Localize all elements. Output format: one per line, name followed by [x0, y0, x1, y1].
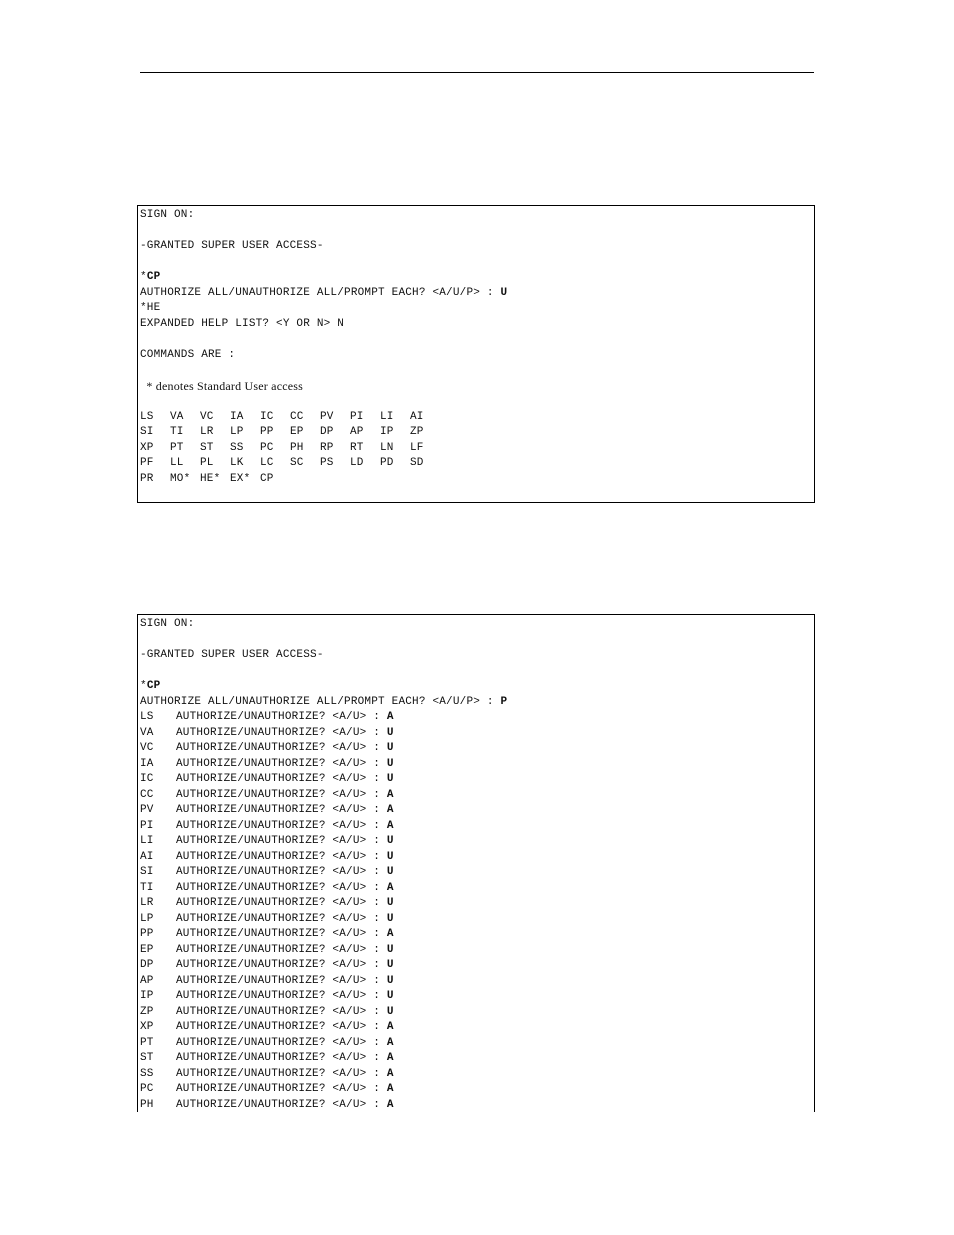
commands-are-line: COMMANDS ARE : [140, 348, 236, 361]
authorize-all-answer: U [500, 286, 508, 299]
command-code: VC [200, 410, 214, 423]
command-code: AI [140, 850, 154, 863]
authorize-row [138, 1067, 814, 1083]
command-code: IP [140, 990, 154, 1002]
sign-on-line: SIGN ON: [140, 618, 195, 630]
blank-line [138, 664, 814, 680]
command-code: LS [140, 410, 154, 423]
command-code: EP [290, 426, 304, 438]
command-code: PR [140, 472, 154, 485]
command-code: LR [140, 897, 154, 909]
authorize-prompt: AUTHORIZE/UNAUTHORIZE? <A/U> : [176, 1083, 387, 1095]
command-code: DP [140, 959, 154, 971]
authorize-prompt: AUTHORIZE/UNAUTHORIZE? <A/U> : [176, 711, 387, 723]
granted-access-line: -GRANTED SUPER USER ACCESS- [140, 649, 324, 661]
command-code: IA [140, 757, 154, 770]
authorize-row [138, 1098, 814, 1114]
command-code: RT [350, 441, 364, 454]
command-code: VC [140, 742, 154, 754]
command-code: PI [140, 819, 154, 832]
command-code: AP [350, 426, 364, 438]
command-code: LL [170, 457, 184, 469]
authorize-row [138, 726, 814, 742]
authorize-row [138, 989, 814, 1005]
command-line [138, 679, 814, 695]
authorize-prompt: AUTHORIZE/UNAUTHORIZE? <A/U> : [176, 912, 387, 925]
authorize-prompt: AUTHORIZE/UNAUTHORIZE? <A/U> : [176, 1052, 387, 1064]
authorize-all-line [138, 695, 814, 711]
authorize-answer: A [386, 804, 394, 816]
authorize-prompt: AUTHORIZE/UNAUTHORIZE? <A/U> : [176, 959, 387, 971]
command-code: PC [260, 441, 274, 454]
authorize-answer: U [386, 897, 394, 909]
command-code: RP [320, 441, 334, 454]
command-code: PI [350, 410, 364, 423]
authorize-prompt: AUTHORIZE/UNAUTHORIZE? <A/U> : [176, 990, 387, 1002]
authorize-prompt: AUTHORIZE/UNAUTHORIZE? <A/U> : [176, 1021, 387, 1033]
command-code: SI [140, 426, 154, 438]
command-code: LP [230, 426, 244, 438]
command-code: PH [140, 1098, 154, 1111]
authorize-row [138, 834, 814, 850]
authorize-row [138, 757, 814, 773]
authorize-answer: A [386, 928, 394, 940]
authorize-row [138, 896, 814, 912]
authorize-answer: U [386, 850, 394, 863]
command-code: CC [290, 410, 304, 423]
command-text: CP [146, 680, 161, 692]
authorize-answer: U [386, 959, 394, 971]
command-code: ZP [140, 1005, 154, 1018]
authorize-row [138, 958, 814, 974]
authorize-answer: A [386, 1021, 394, 1033]
authorize-prompt: AUTHORIZE/UNAUTHORIZE? <A/U> : [176, 866, 387, 878]
authorize-prompt: AUTHORIZE/UNAUTHORIZE? <A/U> : [176, 835, 387, 847]
authorize-prompt: AUTHORIZE/UNAUTHORIZE? <A/U> : [176, 773, 387, 785]
authorize-prompt: AUTHORIZE/UNAUTHORIZE? <A/U> : [176, 804, 387, 816]
command-code: LR [200, 426, 214, 438]
authorize-prompt: AUTHORIZE/UNAUTHORIZE? <A/U> : [176, 881, 387, 894]
authorize-answer: A [386, 1036, 394, 1049]
authorize-prompt: AUTHORIZE/UNAUTHORIZE? <A/U> : [176, 1098, 387, 1111]
command-code: AI [410, 410, 424, 423]
command-code: PP [140, 928, 154, 940]
command-code: SD [410, 457, 424, 469]
command-code: IC [140, 773, 154, 785]
command-code: AP [140, 974, 154, 987]
command-code: VA [140, 726, 154, 739]
command-code: PC [140, 1083, 154, 1095]
authorize-answer: A [386, 1083, 394, 1095]
authorize-prompt: AUTHORIZE/UNAUTHORIZE? <A/U> : [176, 757, 387, 770]
command-code: LD [350, 457, 364, 469]
command-code: LI [140, 835, 154, 847]
authorize-answer: A [386, 1052, 394, 1064]
command-grid-row [138, 456, 814, 472]
command-code: PL [200, 457, 214, 469]
authorize-answer: U [386, 866, 394, 878]
command-grid [138, 410, 814, 488]
authorize-answer: A [386, 881, 394, 894]
authorize-all-prompt: AUTHORIZE ALL/UNAUTHORIZE ALL/PROMPT EACH? <A/U/P> : [140, 286, 501, 299]
authorize-row [138, 881, 814, 897]
command-grid-row [138, 472, 814, 488]
command-code: LS [140, 711, 154, 723]
command-code: PV [140, 804, 154, 816]
authorize-prompt: AUTHORIZE/UNAUTHORIZE? <A/U> : [176, 1005, 387, 1018]
authorize-answer: U [386, 773, 394, 785]
command-code: PP [260, 426, 274, 438]
command-code: EX* [230, 472, 251, 485]
help-command-line: *HE [140, 302, 161, 314]
authorize-rows [138, 710, 814, 1113]
blank-line [138, 332, 814, 348]
header-rule [140, 72, 814, 73]
authorize-answer: U [386, 757, 394, 770]
command-code: ST [140, 1052, 154, 1064]
command-code: PT [140, 1036, 154, 1049]
authorize-row [138, 927, 814, 943]
authorize-prompt: AUTHORIZE/UNAUTHORIZE? <A/U> : [176, 943, 387, 956]
command-code: SS [140, 1067, 154, 1080]
authorize-row [138, 850, 814, 866]
blank-line [138, 394, 814, 410]
authorize-row [138, 1051, 814, 1067]
command-code: IP [380, 426, 394, 438]
command-line [138, 270, 814, 286]
blank-line [138, 255, 814, 271]
authorize-answer: U [386, 990, 394, 1002]
granted-access-line: -GRANTED SUPER USER ACCESS- [140, 240, 324, 252]
command-code: LF [410, 441, 424, 454]
authorize-answer: U [386, 943, 394, 956]
command-code: PT [170, 441, 184, 454]
authorize-all-answer: P [500, 695, 508, 708]
command-code: CP [260, 472, 274, 485]
command-code: SI [140, 866, 154, 878]
command-code: PS [320, 457, 334, 469]
authorize-answer: A [386, 819, 394, 832]
authorize-answer: U [386, 912, 394, 925]
authorize-answer: A [386, 1067, 394, 1080]
command-code: EP [140, 943, 154, 956]
authorize-row [138, 772, 814, 788]
sign-on-line: SIGN ON: [140, 209, 195, 221]
command-code: PD [380, 457, 394, 469]
command-code: LI [380, 410, 394, 423]
command-code: SS [230, 441, 244, 454]
command-code: PV [320, 410, 334, 423]
authorize-row [138, 865, 814, 881]
authorize-answer: A [386, 788, 394, 801]
command-code: SC [290, 457, 304, 469]
standard-user-note: * denotes Standard User access [140, 378, 304, 393]
command-code: XP [140, 441, 154, 454]
command-grid-row [138, 410, 814, 426]
authorize-prompt: AUTHORIZE/UNAUTHORIZE? <A/U> : [176, 850, 387, 863]
command-code: XP [140, 1021, 154, 1033]
authorize-row [138, 974, 814, 990]
command-code: DP [320, 426, 334, 438]
authorize-prompt: AUTHORIZE/UNAUTHORIZE? <A/U> : [176, 742, 387, 754]
command-code: MO* [170, 472, 191, 485]
authorize-row [138, 1036, 814, 1052]
authorize-prompt: AUTHORIZE/UNAUTHORIZE? <A/U> : [176, 819, 387, 832]
help-prompt-line: EXPANDED HELP LIST? <Y OR N> N [140, 317, 345, 330]
command-grid-row [138, 441, 814, 457]
command-code: IC [260, 410, 274, 423]
authorize-prompt: AUTHORIZE/UNAUTHORIZE? <A/U> : [176, 897, 387, 909]
authorize-row [138, 912, 814, 928]
authorize-row [138, 943, 814, 959]
command-code: VA [170, 410, 184, 423]
command-code: PF [140, 457, 154, 469]
blank-line [138, 633, 814, 649]
command-code: IA [230, 410, 244, 423]
authorize-all-prompt: AUTHORIZE ALL/UNAUTHORIZE ALL/PROMPT EACH? <A/U/P> : [140, 695, 501, 708]
authorize-row [138, 1005, 814, 1021]
authorize-answer: A [386, 1098, 394, 1111]
authorize-answer: U [386, 974, 394, 987]
command-text: CP [146, 271, 161, 283]
command-prefix: * [140, 680, 147, 692]
command-code: LN [380, 441, 394, 454]
command-code: PH [290, 441, 304, 454]
command-code: LC [260, 457, 274, 469]
command-code: TI [170, 426, 184, 438]
command-code: ST [200, 441, 214, 454]
command-code: ZP [410, 426, 424, 438]
authorize-prompt: AUTHORIZE/UNAUTHORIZE? <A/U> : [176, 788, 387, 801]
authorize-prompt: AUTHORIZE/UNAUTHORIZE? <A/U> : [176, 726, 387, 739]
console-screen-prompt-each [137, 614, 815, 1112]
authorize-row [138, 1020, 814, 1036]
blank-line [138, 224, 814, 240]
authorize-prompt: AUTHORIZE/UNAUTHORIZE? <A/U> : [176, 1036, 387, 1049]
command-prefix: * [140, 271, 147, 283]
authorize-answer: U [386, 726, 394, 739]
command-code: LP [140, 912, 154, 925]
authorize-row [138, 710, 814, 726]
blank-line [138, 363, 814, 379]
authorize-prompt: AUTHORIZE/UNAUTHORIZE? <A/U> : [176, 928, 387, 940]
authorize-row [138, 819, 814, 835]
authorize-row [138, 788, 814, 804]
authorize-answer: U [386, 1005, 394, 1018]
authorize-row [138, 803, 814, 819]
authorize-answer: A [386, 711, 394, 723]
authorize-row [138, 741, 814, 757]
authorize-prompt: AUTHORIZE/UNAUTHORIZE? <A/U> : [176, 974, 387, 987]
authorize-prompt: AUTHORIZE/UNAUTHORIZE? <A/U> : [176, 1067, 387, 1080]
authorize-all-line [138, 286, 814, 302]
command-grid-row [138, 425, 814, 441]
command-code: TI [140, 881, 154, 894]
command-code: CC [140, 788, 154, 801]
console-screen-help [137, 205, 815, 503]
authorize-row [138, 1082, 814, 1098]
authorize-answer: U [386, 835, 394, 847]
authorize-answer: U [386, 742, 394, 754]
command-code: HE* [200, 472, 221, 485]
command-code: LK [230, 457, 244, 469]
